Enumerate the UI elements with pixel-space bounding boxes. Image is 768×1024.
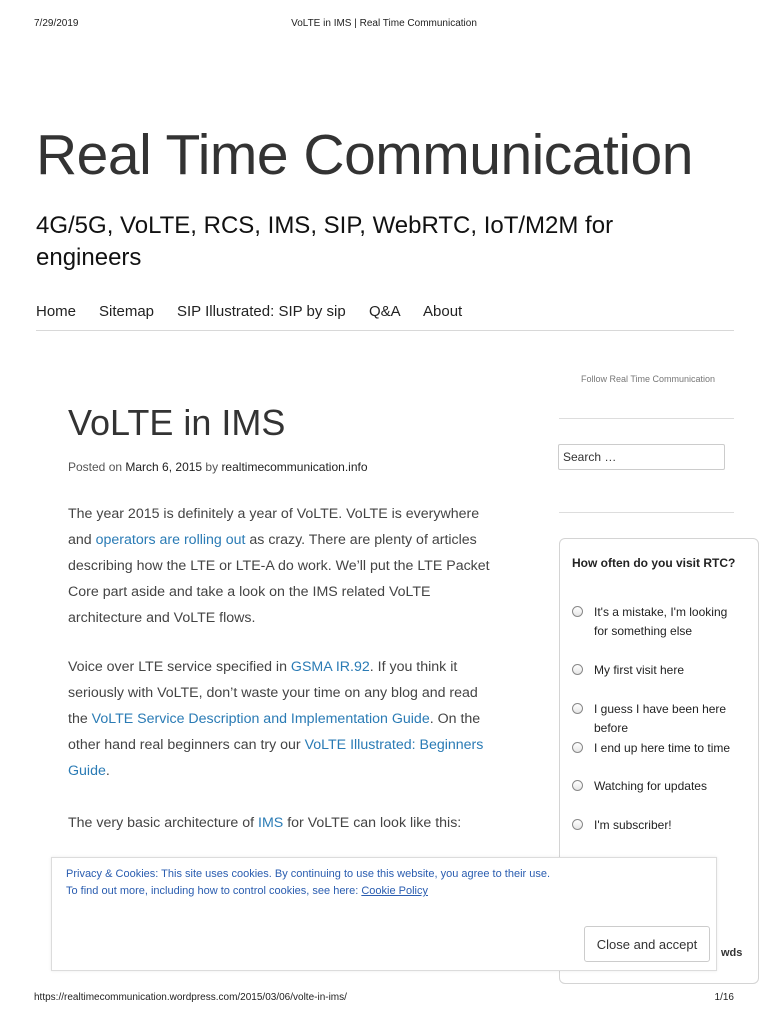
site-tagline: 4G/5G, VoLTE, RCS, IMS, SIP, WebRTC, IoT/M2M for engineers bbox=[36, 212, 614, 271]
cookie-more-label: To find out more, including how to control cookies, see here: bbox=[66, 885, 362, 897]
cookie-notice-text: Privacy & Cookies: This site uses cookies. By continuing to use this website, you agree to their use. bbox=[66, 868, 551, 880]
p2-text-c: . On the other hand real beginners can try our bbox=[68, 711, 481, 753]
post-paragraph-3 bbox=[68, 810, 498, 836]
search-input[interactable] bbox=[558, 444, 725, 470]
post-author-link[interactable]: realtimecommunication.info bbox=[221, 460, 368, 474]
p3-text-a: The very basic architecture of bbox=[68, 815, 259, 831]
p1-text-a: The year 2015 is definitely a year of VoLTE. VoLTE is everywhere and bbox=[68, 506, 480, 548]
nav-qa[interactable]: Q&A bbox=[369, 303, 401, 320]
p3-text-b: for VoLTE can look like this: bbox=[283, 815, 462, 831]
post-meta bbox=[68, 460, 368, 474]
nav-sip-illustrated[interactable]: SIP Illustrated: SIP by sip bbox=[177, 303, 346, 320]
post-title: VoLTE in IMS bbox=[68, 402, 286, 443]
radio-button[interactable] bbox=[572, 703, 583, 714]
post-date-link[interactable]: March 6, 2015 bbox=[125, 460, 203, 474]
p2-text-a: Voice over LTE service specified in bbox=[68, 659, 291, 675]
meta-by: by bbox=[202, 460, 222, 474]
sidebar-divider bbox=[559, 418, 734, 419]
print-title: VoLTE in IMS | Real Time Communication bbox=[291, 18, 477, 29]
ims-link[interactable]: IMS bbox=[258, 815, 284, 831]
sidebar-divider bbox=[559, 512, 734, 513]
close-and-accept-button[interactable]: Close and accept bbox=[584, 926, 710, 962]
follow-link[interactable]: Follow Real Time Communication bbox=[581, 374, 716, 384]
poll-option-label: I end up here time to time bbox=[594, 741, 731, 755]
p2-text-b: . If you think it seriously with VoLTE, don’t waste your time on any blog and read the bbox=[68, 659, 478, 727]
nav-home[interactable]: Home bbox=[36, 303, 77, 320]
print-url: https://realtimecommunication.wordpress.com/2015/03/06/volte-in-ims/ bbox=[34, 992, 347, 1003]
volte-illustrated-link[interactable]: VoLTE Illustrated: Beginners Guide bbox=[68, 737, 484, 779]
radio-button[interactable] bbox=[572, 664, 583, 675]
site-title[interactable]: Real Time Communication bbox=[36, 123, 693, 187]
poll-partial-text: wds bbox=[721, 947, 743, 959]
post-paragraph-1 bbox=[68, 501, 498, 631]
meta-prefix: Posted on bbox=[68, 460, 126, 474]
poll-option-label: I'm subscriber! bbox=[594, 818, 672, 832]
p1-text-b: as crazy. There are plenty of articles describing how the LTE or LTE-A do work. We’ll put the LTE Packet Core part aside and take a look on the IMS related VoLTE architecture and VoLTE flows. bbox=[68, 532, 490, 626]
p2-text-d: . bbox=[105, 763, 110, 779]
poll-option-label: Watching for updates bbox=[594, 779, 707, 793]
cookie-banner bbox=[51, 857, 717, 971]
radio-button[interactable] bbox=[572, 742, 583, 753]
radio-button[interactable] bbox=[572, 606, 583, 617]
gsma-ir92-link[interactable]: GSMA IR.92 bbox=[290, 659, 370, 675]
poll-option-label: I guess I have been here before bbox=[594, 702, 727, 735]
radio-button[interactable] bbox=[572, 780, 583, 791]
print-header bbox=[0, 18, 768, 32]
poll-option-label: It's a mistake, I'm looking for something else bbox=[594, 605, 728, 638]
radio-button[interactable] bbox=[572, 819, 583, 830]
cookie-more-text bbox=[66, 885, 428, 897]
print-date: 7/29/2019 bbox=[34, 18, 79, 29]
volte-guide-link[interactable]: VoLTE Service Description and Implementation Guide bbox=[91, 711, 430, 727]
cookie-policy-link[interactable]: Cookie Policy bbox=[361, 885, 428, 897]
print-page-number: 1/16 bbox=[714, 992, 734, 1003]
nav-sitemap[interactable]: Sitemap bbox=[99, 303, 155, 320]
nav-about[interactable]: About bbox=[423, 303, 463, 320]
poll-question: How often do you visit RTC? bbox=[572, 556, 736, 570]
poll-option-label: My first visit here bbox=[594, 663, 685, 677]
main-nav bbox=[36, 303, 734, 331]
post-paragraph-2 bbox=[68, 654, 498, 784]
operators-link[interactable]: operators are rolling out bbox=[95, 532, 246, 548]
